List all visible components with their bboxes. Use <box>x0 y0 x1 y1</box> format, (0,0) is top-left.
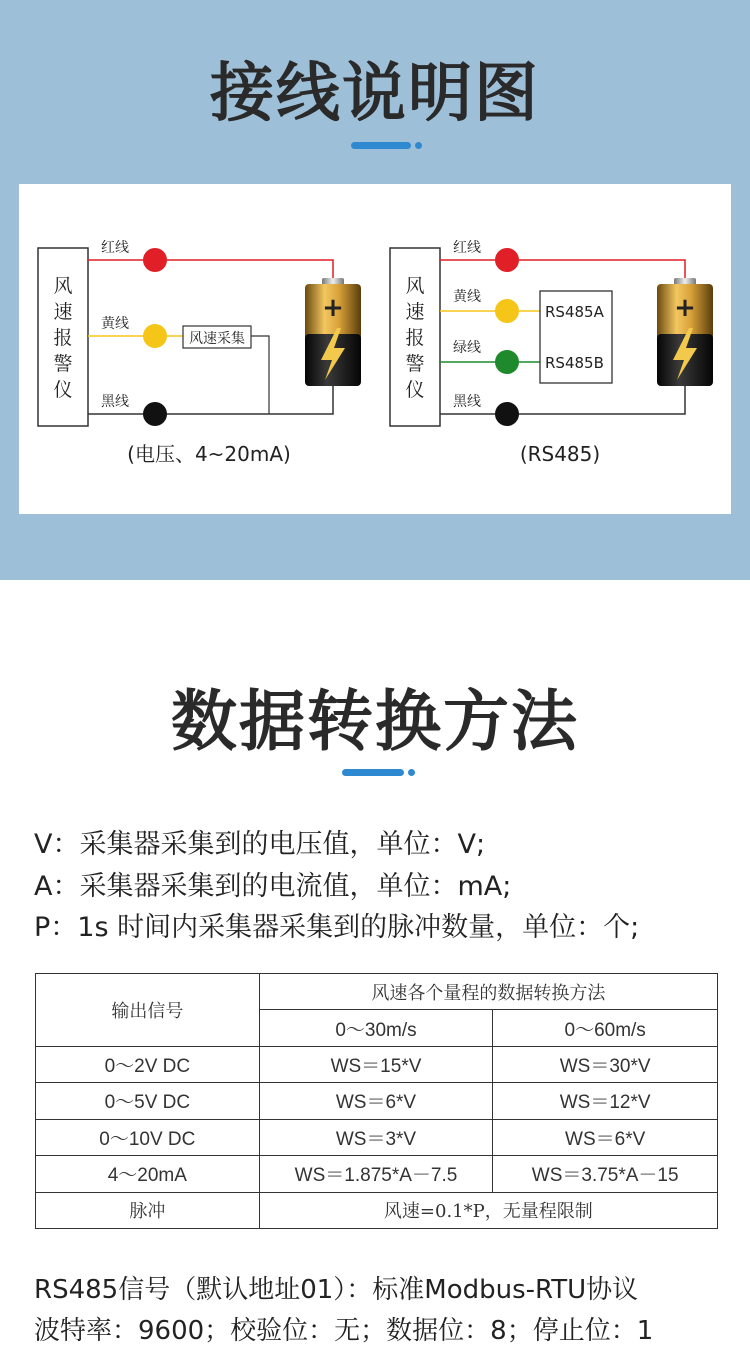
conversion-title-underline <box>342 769 404 776</box>
signal-cell: 0～10V DC <box>36 1119 260 1155</box>
range-header-60: 0～60m/s <box>493 1010 718 1046</box>
desc-current: A：采集器采集到的电流值，单位：mA; <box>34 871 512 902</box>
formula-cell: WS＝30*V <box>493 1046 718 1082</box>
label-green-right: 绿线 <box>453 340 481 356</box>
battery-plus-left: + <box>322 293 344 323</box>
formula-cell: WS＝3*V <box>259 1119 493 1155</box>
signal-cell: 0～2V DC <box>36 1046 260 1082</box>
group-header: 风速各个量程的数据转换方法 <box>259 974 717 1010</box>
yellow-terminal-left <box>143 324 167 348</box>
table-row <box>36 1083 718 1119</box>
green-terminal-right <box>495 350 519 374</box>
table-row <box>36 1119 718 1155</box>
formula-cell: WS＝6*V <box>259 1083 493 1119</box>
signal-cell: 4～20mA <box>36 1156 260 1192</box>
red-wire-right <box>440 260 685 282</box>
rs485b-label: RS485B <box>545 354 604 372</box>
caption-rs485: (RS485) <box>519 442 601 466</box>
conversion-title: 数据转换方法 <box>171 683 579 760</box>
device-char-2: 速 <box>53 301 73 323</box>
device-char-4: 警 <box>53 353 73 375</box>
device-char-1: 风 <box>53 275 73 297</box>
label-black-right: 黑线 <box>453 394 481 410</box>
formula-cell: WS＝6*V <box>493 1119 718 1155</box>
wiring-title: 接线说明图 <box>210 57 540 131</box>
label-red-right: 红线 <box>453 240 481 256</box>
desc-voltage: V：采集器采集到的电压值，单位：V; <box>34 829 486 860</box>
table-row <box>36 1046 718 1082</box>
device-char-5: 仪 <box>405 379 425 401</box>
range-header-30: 0～30m/s <box>259 1010 493 1046</box>
table-row <box>36 1156 718 1192</box>
label-red-left: 红线 <box>101 240 129 256</box>
label-yellow-left: 黄线 <box>101 316 129 332</box>
red-wire-left <box>88 260 333 282</box>
device-char-5: 仪 <box>53 379 73 401</box>
battery-plus-right: + <box>674 293 696 323</box>
rs485a-label: RS485A <box>545 303 604 321</box>
pulse-formula-cell: 风速=0.1*P，无量程限制 <box>259 1192 717 1228</box>
black-terminal-left <box>143 402 167 426</box>
caption-voltage: (电压、4~20mA) <box>127 442 291 466</box>
formula-cell: WS＝3.75*A－15 <box>493 1156 718 1192</box>
label-black-left: 黑线 <box>101 394 129 410</box>
conversion-table <box>35 973 718 1229</box>
device-char-1: 风 <box>405 275 425 297</box>
device-char-2: 速 <box>405 301 425 323</box>
desc-pulse: P：1s 时间内采集器采集到的脉冲数量，单位：个; <box>34 912 640 943</box>
battery-icon-right <box>657 278 713 386</box>
red-terminal-left <box>143 248 167 272</box>
device-char-4: 警 <box>405 353 425 375</box>
red-terminal-right <box>495 248 519 272</box>
formula-cell: WS＝12*V <box>493 1083 718 1119</box>
collector-lead <box>251 336 269 414</box>
device-char-3: 报 <box>405 327 425 349</box>
formula-cell: WS＝15*V <box>259 1046 493 1082</box>
table-row-pulse <box>36 1192 718 1228</box>
rs485-protocol-line: RS485信号（默认地址01）：标准Modbus-RTU协议 <box>34 1275 639 1305</box>
table-header-row <box>36 974 718 1010</box>
wiring-diagram-svg <box>19 184 731 514</box>
conversion-title-underline-dot <box>408 769 415 776</box>
battery-icon-left <box>305 278 361 386</box>
col-header-signal: 输出信号 <box>36 974 260 1047</box>
title-underline-dot <box>415 142 422 149</box>
signal-cell: 0～5V DC <box>36 1083 260 1119</box>
signal-cell-pulse: 脉冲 <box>36 1192 260 1228</box>
label-yellow-right: 黄线 <box>453 289 481 305</box>
serial-params-line: 波特率：9600；校验位：无；数据位：8；停止位：1 <box>34 1316 654 1346</box>
collector-label: 风速采集 <box>189 331 245 347</box>
device-char-3: 报 <box>53 327 73 349</box>
title-underline <box>351 142 411 149</box>
wiring-diagram <box>19 184 731 514</box>
yellow-terminal-right <box>495 299 519 323</box>
black-terminal-right <box>495 402 519 426</box>
formula-cell: WS＝1.875*A－7.5 <box>259 1156 493 1192</box>
